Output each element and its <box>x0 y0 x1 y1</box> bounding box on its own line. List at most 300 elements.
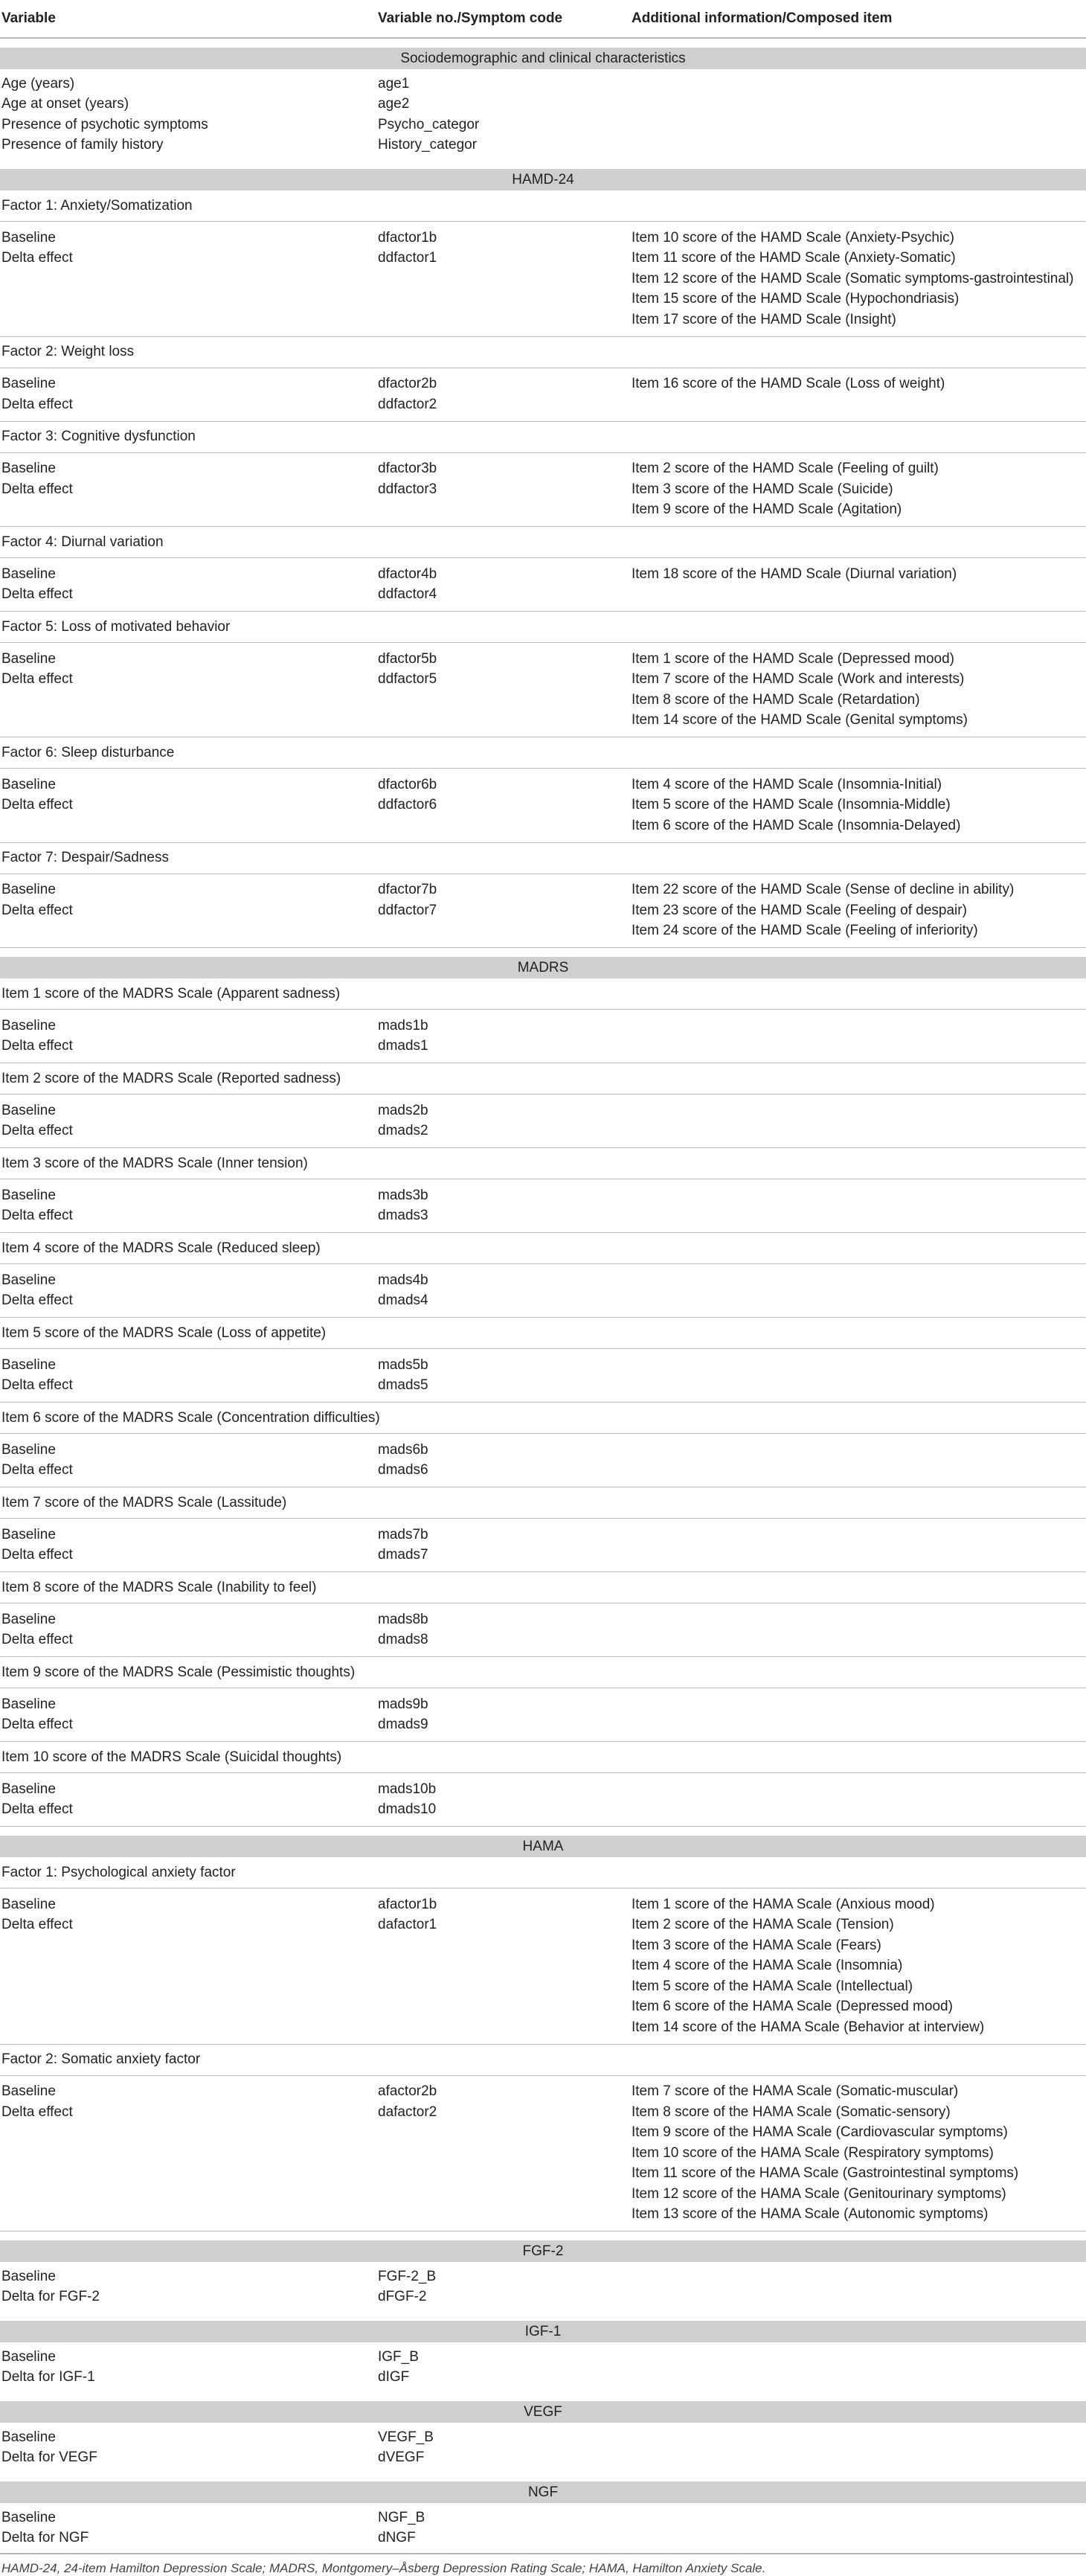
variable-cell: Delta effect <box>0 1715 376 1742</box>
group-title-row <box>0 1063 1086 1095</box>
additional-info-cell: Item 8 score of the HAMD Scale (Retardation) <box>632 691 920 708</box>
table-row <box>0 1976 1086 1997</box>
variable-cell <box>0 289 376 310</box>
table-row <box>0 769 1086 795</box>
variable-code-cell: mads3b <box>378 1187 428 1203</box>
additional-info-cell: Item 18 score of the HAMD Scale (Diurnal variation) <box>632 565 957 582</box>
additional-info-cell: Item 1 score of the HAMA Scale (Anxious mood) <box>632 1896 935 1912</box>
variable-code-cell: dmads8 <box>376 1630 630 1657</box>
variable-cell <box>0 310 376 336</box>
group-title: Item 7 score of the MADRS Scale (Lassitude) <box>0 1487 1086 1519</box>
table-row <box>0 900 1086 921</box>
variable-cell: Delta effect <box>0 1121 376 1148</box>
additional-info-cell: Item 6 score of the HAMA Scale (Depressed mood) <box>632 1999 953 2015</box>
variable-cell: Baseline <box>1 2509 56 2525</box>
variable-cell <box>0 2017 376 2044</box>
variable-code-cell: IGF_B <box>378 2348 419 2365</box>
variable-cell <box>0 269 376 289</box>
variable-cell: Baseline <box>1 1696 56 1712</box>
section-title: HAMD-24 <box>0 169 1086 190</box>
group-title: Item 9 score of the MADRS Scale (Pessimistic thoughts) <box>0 1657 1086 1688</box>
variable-code-cell: dafactor1 <box>378 1917 437 1933</box>
variable-code-cell <box>376 816 630 842</box>
variable-cell: Baseline <box>1 2268 56 2284</box>
table-row <box>0 1915 1086 1936</box>
additional-info-cell <box>630 1264 1086 1291</box>
variable-cell <box>0 1956 376 1977</box>
section-header-row <box>0 1836 1086 1857</box>
variable-code-cell: mads8b <box>378 1611 428 1627</box>
variable-cell: Presence of family history <box>1 137 164 153</box>
variable-cell: Delta effect <box>1 250 73 266</box>
variable-cell: Baseline <box>1 376 56 392</box>
spacer-row <box>0 160 1086 169</box>
table-row <box>0 690 1086 711</box>
variable-cell: Age at onset (years) <box>1 96 129 112</box>
variable-cell: Delta effect <box>0 1037 376 1063</box>
table-row <box>0 222 1086 249</box>
table-body <box>0 38 1086 2554</box>
variable-cell: Baseline <box>1 1102 56 1118</box>
variable-code-cell: dfactor1b <box>378 229 437 246</box>
group-title-row <box>0 1487 1086 1519</box>
table-row <box>0 1349 1086 1376</box>
variable-code-cell: VEGF_B <box>378 2429 434 2445</box>
table-row <box>0 289 1086 310</box>
variable-code-cell <box>376 310 630 336</box>
variable-cell: Delta effect <box>0 1206 376 1233</box>
table-row <box>0 2368 1086 2393</box>
additional-info-cell: Item 13 score of the HAMA Scale (Autonomic symptoms) <box>630 2205 1086 2231</box>
variable-cell: Delta effect <box>0 1461 376 1487</box>
table-row <box>0 1095 1086 1121</box>
variable-code-cell <box>376 1935 630 1956</box>
additional-info-cell: Item 14 score of the HAMD Scale (Genital symptoms) <box>630 711 1086 737</box>
group-title: Item 3 score of the MADRS Scale (Inner tension) <box>0 1148 1086 1179</box>
group-title-row <box>0 1572 1086 1603</box>
variable-code-cell: ddfactor7 <box>378 902 437 918</box>
group-title: Factor 2: Somatic anxiety factor <box>0 2044 1086 2075</box>
variable-cell <box>0 2205 376 2231</box>
group-title: Factor 5: Loss of motivated behavior <box>0 612 1086 643</box>
additional-info-cell <box>630 1545 1086 1572</box>
variable-cell <box>0 1935 376 1956</box>
variable-code-cell: dfactor5b <box>378 650 437 667</box>
header-variable: Variable <box>0 0 376 38</box>
variable-cell <box>0 711 376 737</box>
additional-info-cell <box>630 1037 1086 1063</box>
variable-cell <box>0 816 376 842</box>
variable-code-cell: dafactor2 <box>378 2104 437 2120</box>
variable-code-cell: mads1b <box>378 1017 428 1034</box>
group-title: Factor 3: Cognitive dysfunction <box>0 421 1086 452</box>
additional-info-cell <box>630 69 1086 94</box>
table-row <box>0 2164 1086 2185</box>
spacer-cell <box>0 2473 1086 2482</box>
table-row <box>0 269 1086 289</box>
group-title-row <box>0 421 1086 452</box>
additional-info-cell: Item 5 score of the HAMD Scale (Insomnia-Middle) <box>632 797 951 813</box>
additional-info-cell <box>630 1121 1086 1148</box>
variable-code-cell: mads2b <box>378 1102 428 1118</box>
variable-cell: Baseline <box>1 229 56 246</box>
variable-code-cell <box>376 921 630 948</box>
additional-info-cell: Item 5 score of the HAMA Scale (Intellectual) <box>632 1978 913 1994</box>
variable-cell <box>0 690 376 711</box>
variable-cell: Baseline <box>1 776 56 792</box>
variable-cell: Baseline <box>1 1187 56 1203</box>
section-header-row <box>0 2482 1086 2503</box>
table-row <box>0 69 1086 94</box>
table-row <box>0 921 1086 948</box>
group-title-row <box>0 1318 1086 1349</box>
variable-code-cell: dmads7 <box>376 1545 630 1572</box>
table-row <box>0 249 1086 269</box>
variable-code-cell <box>376 2123 630 2144</box>
table-footnote: HAMD-24, 24-item Hamilton Depression Scale; MADRS, Montgomery–Åsberg Depression Rating Scale; HAMA, Hamilton Anxiety Scale. <box>1 2561 766 2575</box>
variable-code-cell: dfactor3b <box>378 461 437 477</box>
additional-info-cell: Item 4 score of the HAMA Scale (Insomnia) <box>632 1958 903 1974</box>
group-title: Item 2 score of the MADRS Scale (Reported sadness) <box>0 1063 1086 1095</box>
section-header-row <box>0 2321 1086 2342</box>
variable-cell: Presence of psychotic symptoms <box>1 116 208 132</box>
variable-code-cell: dmads1 <box>376 1037 630 1063</box>
group-title-row <box>0 1657 1086 1688</box>
variable-code-cell: ddfactor2 <box>376 394 630 421</box>
variable-cell: Baseline <box>1 1356 56 1373</box>
variable-code-cell: mads7b <box>378 1526 428 1542</box>
table-row <box>0 1688 1086 1715</box>
table-row <box>0 2102 1086 2123</box>
additional-info-cell: Item 8 score of the HAMA Scale (Somatic-sensory) <box>632 2104 951 2120</box>
group-title: Factor 6: Sleep disturbance <box>0 737 1086 769</box>
additional-info-cell <box>630 2368 1086 2393</box>
variable-cell: Baseline <box>1 565 56 582</box>
variable-cell <box>0 500 376 527</box>
variable-code-cell <box>376 2164 630 2185</box>
variable-code-cell <box>376 2017 630 2044</box>
variable-code-cell: dfactor6b <box>378 776 437 792</box>
variable-code-cell: mads10b <box>378 1781 437 1797</box>
group-title: Item 6 score of the MADRS Scale (Concentration difficulties) <box>0 1403 1086 1434</box>
header-additional-info: Additional information/Composed item <box>630 0 1086 38</box>
table-row <box>0 558 1086 585</box>
table-row <box>0 670 1086 691</box>
section-header-row <box>0 48 1086 69</box>
spacer-cell <box>0 2231 1086 2241</box>
group-title-row <box>0 1857 1086 1888</box>
additional-info-cell <box>630 2528 1086 2554</box>
variable-code-cell <box>376 690 630 711</box>
additional-info-cell <box>630 2342 1086 2368</box>
additional-info-cell: Item 9 score of the HAMA Scale (Cardiovascular symptoms) <box>632 2124 1008 2141</box>
variable-code-cell: dmads3 <box>376 1206 630 1233</box>
additional-info-cell: Item 11 score of the HAMA Scale (Gastrointestinal symptoms) <box>632 2165 1019 2182</box>
group-title-row <box>0 842 1086 874</box>
variable-code-cell: ddfactor3 <box>378 481 437 497</box>
table-row <box>0 2528 1086 2554</box>
table-row <box>0 2123 1086 2144</box>
spacer-row <box>0 2231 1086 2241</box>
additional-info-cell: Item 10 score of the HAMA Scale (Respiratory symptoms) <box>632 2144 994 2161</box>
variable-code-cell <box>376 500 630 527</box>
variable-code-cell: ddfactor1 <box>378 250 437 266</box>
table-row <box>0 1773 1086 1800</box>
table-row <box>0 94 1086 115</box>
table-row <box>0 1800 1086 1827</box>
additional-info-cell: Item 3 score of the HAMA Scale (Fears) <box>632 1937 881 1953</box>
table-row <box>0 2075 1086 2102</box>
variable-cell: Delta for NGF <box>0 2528 376 2554</box>
additional-info-cell: Item 3 score of the HAMD Scale (Suicide) <box>632 481 893 497</box>
variable-code-cell: afactor1b <box>378 1896 437 1912</box>
table-row <box>0 2017 1086 2044</box>
additional-info-cell <box>630 1434 1086 1461</box>
variable-code-cell: age1 <box>378 75 410 92</box>
additional-info-cell: Item 12 score of the HAMA Scale (Genitourinary symptoms) <box>632 2185 1006 2202</box>
additional-info-cell <box>630 1095 1086 1121</box>
variable-code-cell <box>376 1997 630 2018</box>
variable-code-cell: dIGF <box>378 2369 410 2386</box>
spacer-cell <box>0 38 1086 48</box>
variable-cell: Baseline <box>1 650 56 667</box>
variable-cell: Delta effect <box>1 671 73 688</box>
spacer-cell <box>0 948 1086 958</box>
variable-code-cell <box>376 289 630 310</box>
additional-info-cell <box>630 1010 1086 1037</box>
variable-cell <box>0 2123 376 2144</box>
variable-cell <box>0 1976 376 1997</box>
variable-cell: Delta for VEGF <box>1 2450 97 2466</box>
table-row <box>0 1037 1086 1063</box>
group-title-row <box>0 1148 1086 1179</box>
table-row <box>0 1630 1086 1657</box>
variable-cell: Baseline <box>1 882 56 898</box>
variable-code-cell <box>376 2143 630 2164</box>
additional-info-cell: Item 23 score of the HAMD Scale (Feeling of despair) <box>632 902 967 918</box>
table-row <box>0 1956 1086 1977</box>
additional-info-cell: Item 17 score of the HAMD Scale (Insight) <box>630 310 1086 336</box>
spacer-cell <box>0 2312 1086 2321</box>
additional-info-cell: Item 14 score of the HAMA Scale (Behavior at interview) <box>630 2017 1086 2044</box>
additional-info-cell <box>630 1179 1086 1206</box>
section-title: Sociodemographic and clinical characteristics <box>0 48 1086 69</box>
table-row <box>0 1010 1086 1037</box>
variable-cell: Baseline <box>1 2083 56 2100</box>
section-title: VEGF <box>0 2401 1086 2423</box>
table-row <box>0 795 1086 816</box>
variable-cell: Delta effect <box>0 1630 376 1657</box>
section-title: NGF <box>0 2482 1086 2503</box>
additional-info-cell: Item 16 score of the HAMD Scale (Loss of weight) <box>632 376 945 392</box>
variable-code-cell <box>376 1976 630 1997</box>
additional-info-cell <box>630 1206 1086 1233</box>
group-title-row <box>0 612 1086 643</box>
variable-cell: Baseline <box>1 1611 56 1627</box>
additional-info-cell <box>630 1519 1086 1545</box>
variable-cell: Delta effect <box>1 481 73 497</box>
variable-cell: Delta for FGF-2 <box>1 2289 100 2305</box>
section-title: IGF-1 <box>0 2321 1086 2342</box>
section-header-row <box>0 2240 1086 2262</box>
table-row <box>0 2287 1086 2313</box>
section-header-row <box>0 2401 1086 2423</box>
additional-info-cell: Item 9 score of the HAMD Scale (Agitation) <box>630 500 1086 527</box>
additional-info-cell <box>630 94 1086 115</box>
additional-info-cell: Item 1 score of the HAMD Scale (Depressed mood) <box>632 650 955 667</box>
spacer-row <box>0 2392 1086 2401</box>
additional-info-cell <box>630 2503 1086 2528</box>
table-row <box>0 1603 1086 1630</box>
variable-code-cell <box>376 1956 630 1977</box>
variable-cell <box>0 921 376 948</box>
section-title: FGF-2 <box>0 2240 1086 2262</box>
variable-cell: Delta effect <box>0 585 376 612</box>
additional-info-cell: Item 11 score of the HAMD Scale (Anxiety-Somatic) <box>632 250 956 266</box>
table-row <box>0 2342 1086 2368</box>
additional-info-cell <box>630 1291 1086 1318</box>
table-row <box>0 1376 1086 1403</box>
variable-code-cell: dfactor4b <box>378 565 437 582</box>
table-row <box>0 1291 1086 1318</box>
table-row <box>0 585 1086 612</box>
table-row <box>0 1264 1086 1291</box>
variable-code-cell: dmads10 <box>376 1800 630 1827</box>
group-title-row <box>0 1742 1086 1773</box>
variable-cell: Baseline <box>1 461 56 477</box>
table-row <box>0 1935 1086 1956</box>
variable-code-cell <box>376 2205 630 2231</box>
table-row <box>0 115 1086 135</box>
spacer-cell <box>0 2392 1086 2401</box>
additional-info-cell: Item 7 score of the HAMA Scale (Somatic-muscular) <box>632 2083 959 2100</box>
variable-cell <box>0 2143 376 2164</box>
additional-info-cell <box>630 394 1086 421</box>
variable-cell: Delta effect <box>1 1917 73 1933</box>
variable-code-cell: dFGF-2 <box>378 2289 427 2305</box>
variable-code-cell: dmads2 <box>376 1121 630 1148</box>
table-row <box>0 643 1086 670</box>
section-title: MADRS <box>0 957 1086 978</box>
variable-code-cell: Psycho_categor <box>378 116 480 132</box>
variable-code-cell: FGF-2_B <box>378 2268 437 2284</box>
variable-code-cell: ddfactor6 <box>378 797 437 813</box>
additional-info-cell <box>630 1603 1086 1630</box>
variable-code-cell: History_categor <box>378 137 478 153</box>
variable-code-cell: mads9b <box>378 1696 428 1712</box>
table-header-row <box>0 0 1086 38</box>
table-row <box>0 2184 1086 2205</box>
table-row <box>0 1545 1086 1572</box>
variable-cell: Delta effect <box>0 1376 376 1403</box>
table-row <box>0 479 1086 500</box>
spacer-cell <box>0 160 1086 169</box>
variable-code-cell: NGF_B <box>378 2509 425 2525</box>
table-row <box>0 500 1086 527</box>
group-title: Factor 7: Despair/Sadness <box>0 842 1086 874</box>
additional-info-cell <box>630 1349 1086 1376</box>
variable-code-cell: dVEGF <box>378 2450 425 2466</box>
variable-code-cell <box>376 269 630 289</box>
table-row <box>0 1888 1086 1915</box>
additional-info-cell: Item 24 score of the HAMD Scale (Feeling of inferiority) <box>630 921 1086 948</box>
group-title: Factor 1: Psychological anxiety factor <box>0 1857 1086 1888</box>
variable-cell: Delta effect <box>1 902 73 918</box>
table-row <box>0 2503 1086 2528</box>
variable-code-cell: ddfactor5 <box>378 671 437 688</box>
variable-cell: Delta effect <box>0 1291 376 1318</box>
variable-code-cell: age2 <box>378 96 410 112</box>
additional-info-cell <box>630 2262 1086 2287</box>
variable-cell: Baseline <box>1 2348 56 2365</box>
group-title-row <box>0 336 1086 368</box>
variable-cell <box>0 2164 376 2185</box>
table-row <box>0 874 1086 900</box>
additional-info-cell: Item 2 score of the HAMD Scale (Feeling of guilt) <box>632 461 939 477</box>
group-title: Item 5 score of the MADRS Scale (Loss of appetite) <box>0 1318 1086 1349</box>
group-title: Item 1 score of the MADRS Scale (Apparent sadness) <box>0 978 1086 1010</box>
variable-cell <box>0 2184 376 2205</box>
additional-info-cell <box>630 2287 1086 2313</box>
table-row <box>0 310 1086 336</box>
variable-code-cell: mads4b <box>378 1272 428 1288</box>
additional-info-cell: Item 22 score of the HAMD Scale (Sense of decline in ability) <box>632 882 1015 898</box>
section-header-row <box>0 169 1086 190</box>
group-title-row <box>0 2044 1086 2075</box>
table-row <box>0 2448 1086 2473</box>
variable-code-cell: dfactor7b <box>378 882 437 898</box>
variable-code-cell <box>376 711 630 737</box>
table-row <box>0 394 1086 421</box>
additional-info-cell: Item 4 score of the HAMD Scale (Insomnia-Initial) <box>632 776 942 792</box>
additional-info-cell <box>630 1800 1086 1827</box>
variable-cell: Baseline <box>1 1526 56 1542</box>
header-variable-code: Variable no./Symptom code <box>376 0 630 38</box>
group-title-row <box>0 978 1086 1010</box>
section-title: HAMA <box>0 1836 1086 1857</box>
variable-code-cell: dmads6 <box>376 1461 630 1487</box>
additional-info-cell <box>630 1773 1086 1800</box>
table-row <box>0 368 1086 394</box>
table-row <box>0 1434 1086 1461</box>
group-title: Factor 2: Weight loss <box>0 336 1086 368</box>
table-row <box>0 1206 1086 1233</box>
variable-cell: Delta for IGF-1 <box>1 2369 95 2386</box>
variable-cell: Delta effect <box>0 1800 376 1827</box>
table-row <box>0 816 1086 842</box>
table-row <box>0 452 1086 479</box>
group-title-row <box>0 1233 1086 1264</box>
table-row <box>0 1519 1086 1545</box>
spacer-row <box>0 2473 1086 2482</box>
additional-info-cell <box>630 135 1086 161</box>
group-title: Factor 1: Anxiety/Somatization <box>0 190 1086 222</box>
variable-cell <box>0 1997 376 2018</box>
variable-code-cell: dNGF <box>376 2528 630 2554</box>
variable-code-cell: dmads4 <box>376 1291 630 1318</box>
variable-cell: Baseline <box>1 1272 56 1288</box>
additional-info-cell <box>630 1376 1086 1403</box>
additional-info-cell: Item 12 score of the HAMD Scale (Somatic symptoms-gastrointestinal) <box>632 270 1074 286</box>
variable-code-cell: dfactor2b <box>378 376 437 392</box>
group-title: Item 8 score of the MADRS Scale (Inability to feel) <box>0 1572 1086 1603</box>
group-title-row <box>0 190 1086 222</box>
variable-cell: Baseline <box>1 1781 56 1797</box>
variable-code-cell: mads5b <box>378 1356 428 1373</box>
table-row <box>0 1997 1086 2018</box>
spacer-row <box>0 948 1086 958</box>
table-row <box>0 2423 1086 2448</box>
